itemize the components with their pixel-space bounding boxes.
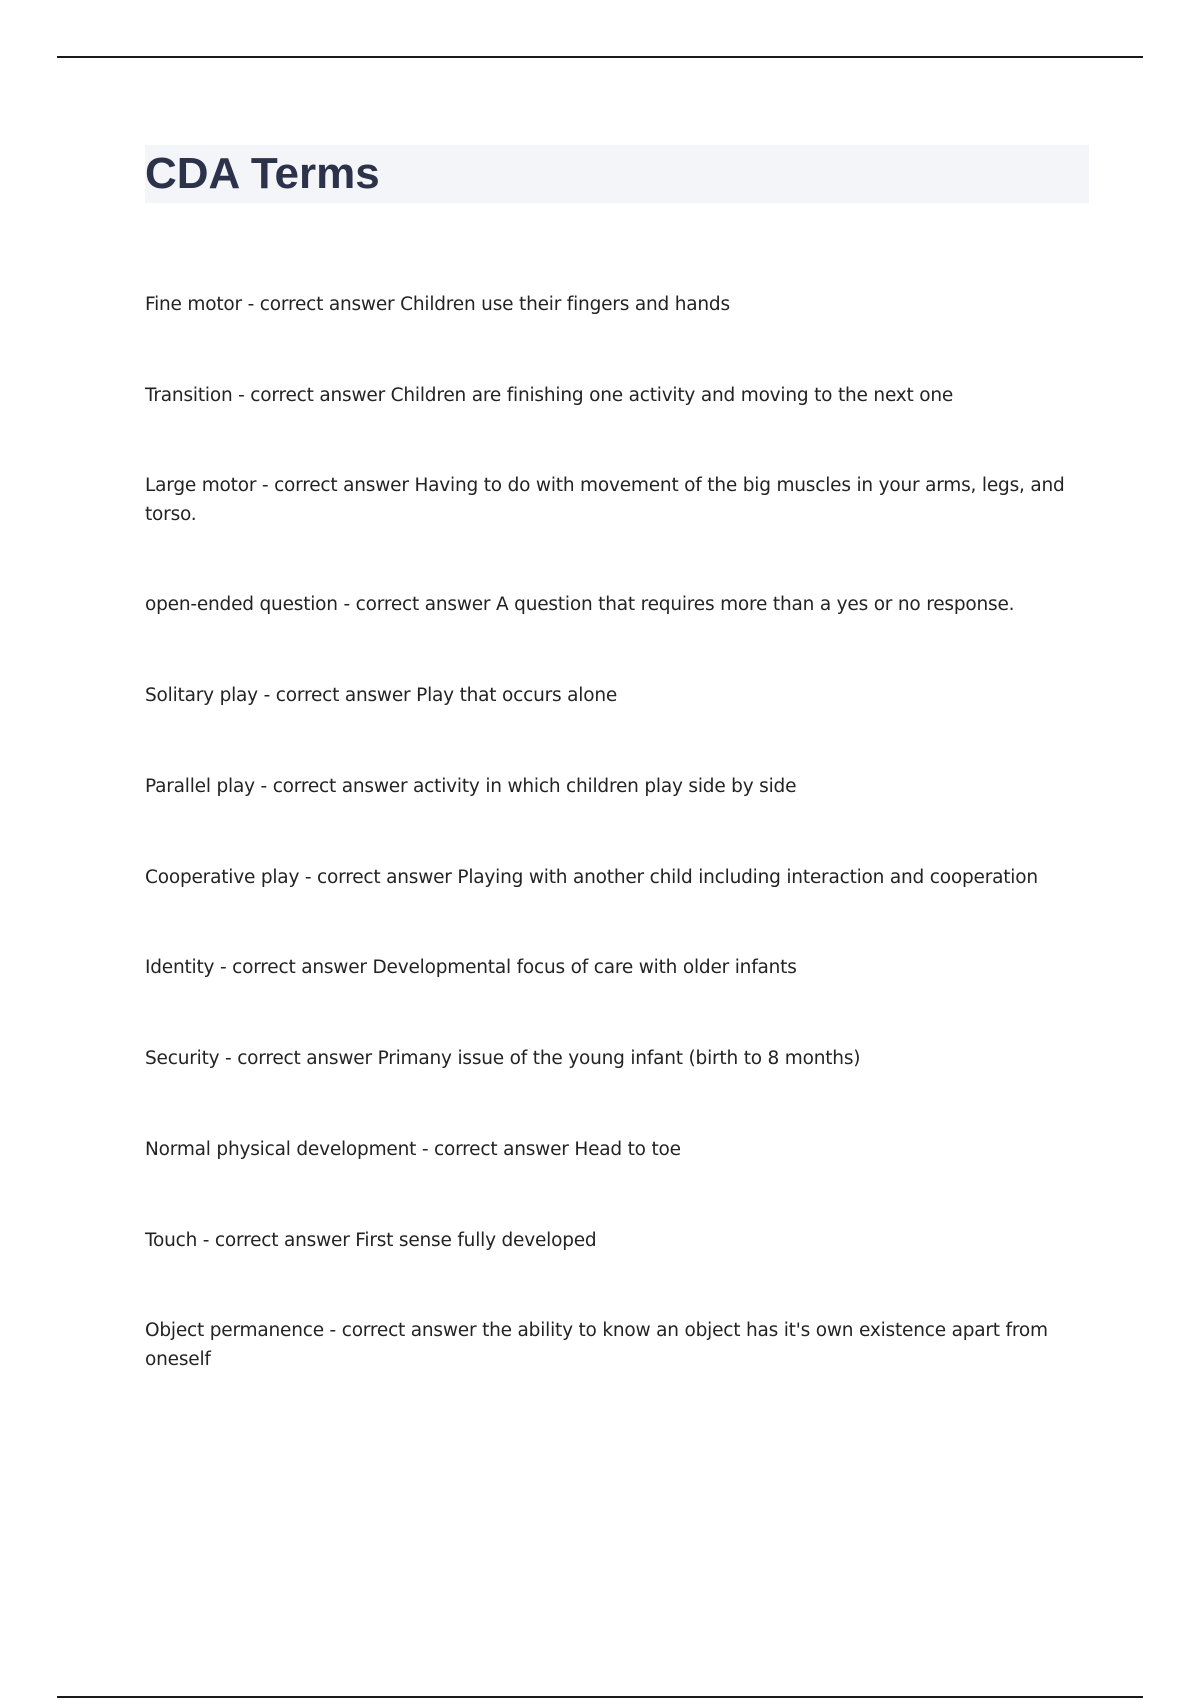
title-band — [145, 145, 1089, 203]
term-item: Large motor - correct answer Having to do with movement of the big muscles in your arms, legs, and torso. — [145, 475, 1065, 525]
term-item: Transition - correct answer Children are finishing one activity and moving to the next one — [145, 385, 954, 406]
term-item: Solitary play - correct answer Play that occurs alone — [145, 685, 618, 706]
top-rule — [57, 56, 1143, 58]
term-item: Security - correct answer Primany issue of the young infant (birth to 8 months) — [145, 1048, 861, 1069]
bottom-rule — [57, 1696, 1143, 1698]
page-title: CDA Terms — [145, 149, 380, 198]
term-item: Cooperative play - correct answer Playing with another child including interaction and cooperation — [145, 867, 1038, 888]
term-item: Normal physical development - correct answer Head to toe — [145, 1139, 681, 1160]
term-item: Object permanence - correct answer the ability to know an object has it's own existence apart from oneself — [145, 1320, 1048, 1370]
term-item: Identity - correct answer Developmental focus of care with older infants — [145, 957, 797, 978]
term-item: Touch - correct answer First sense fully developed — [145, 1230, 597, 1251]
term-item: Fine motor - correct answer Children use their fingers and hands — [145, 294, 730, 315]
term-item: open-ended question - correct answer A question that requires more than a yes or no response. — [145, 594, 1015, 615]
term-item: Parallel play - correct answer activity in which children play side by side — [145, 776, 797, 797]
